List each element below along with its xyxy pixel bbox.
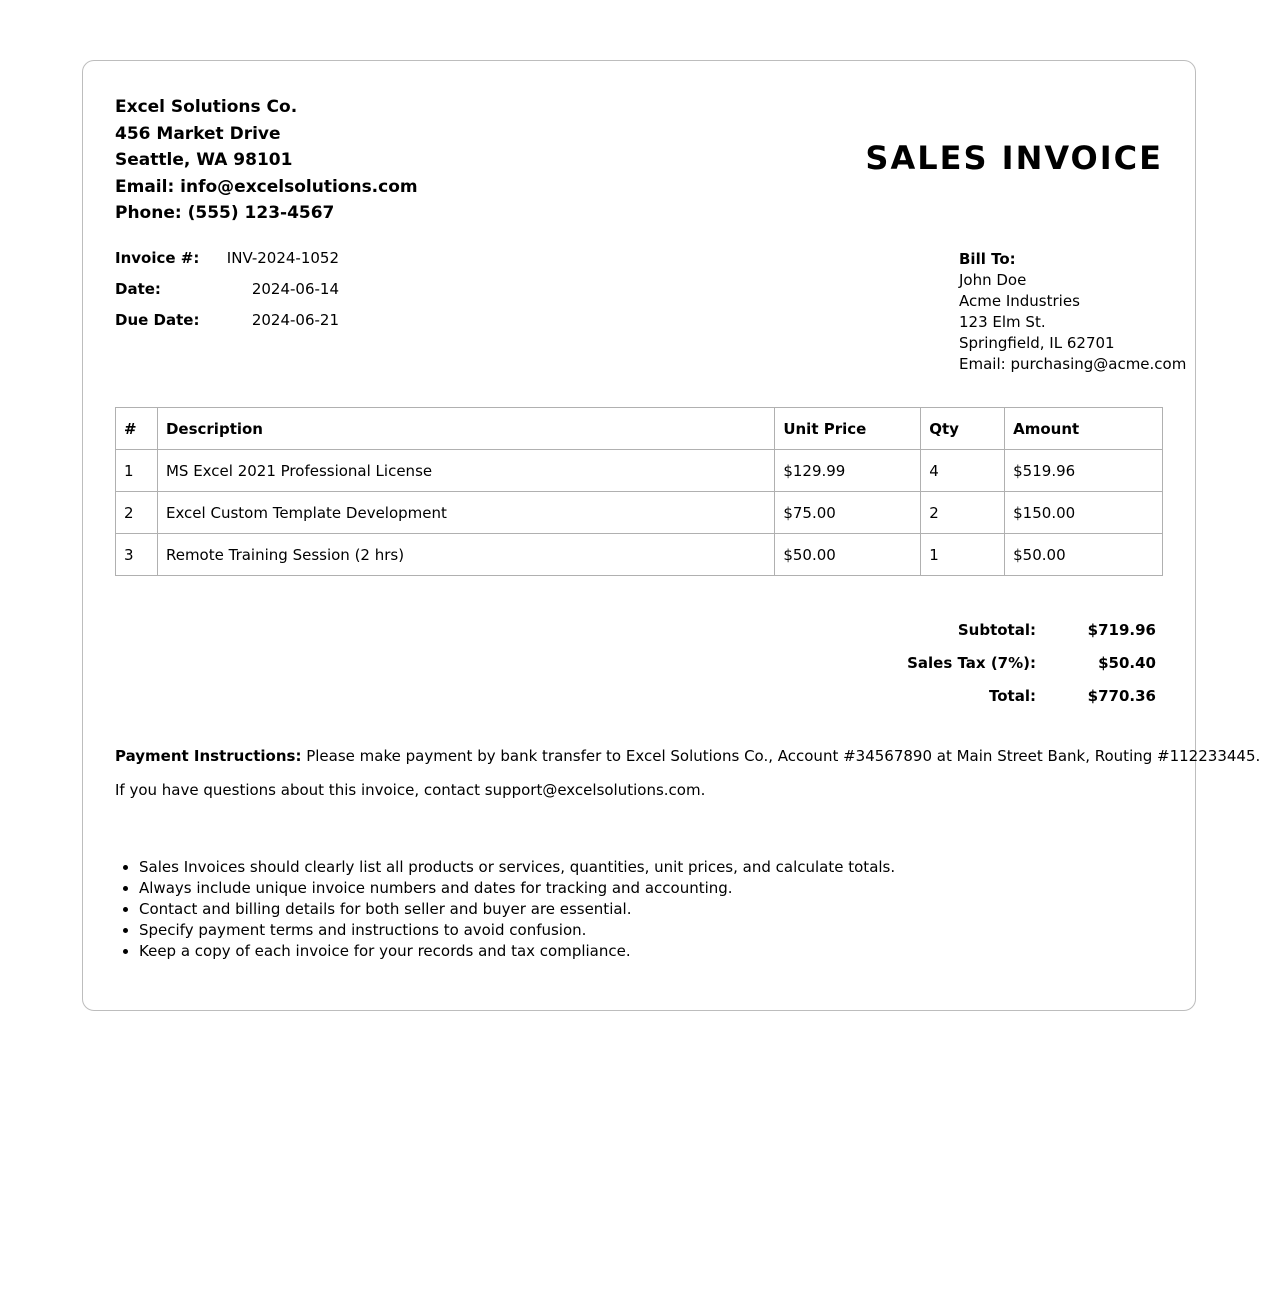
total-label: Total:: [989, 687, 1036, 705]
cell-number: 1: [116, 450, 158, 492]
invoice-date-value: 2024-06-14: [251, 280, 339, 298]
tax-row: [816, 654, 1156, 687]
table-header-row: [116, 408, 1163, 450]
cell-number: 3: [116, 534, 158, 576]
cell-description: MS Excel 2021 Professional License: [157, 450, 774, 492]
header-unit-price: Unit Price: [775, 408, 921, 450]
company-email: Email: info@excelsolutions.com: [115, 176, 418, 197]
cell-number: 2: [116, 492, 158, 534]
payment-instructions: [115, 747, 1261, 765]
invoice-number-value: INV-2024-1052: [226, 249, 339, 267]
header-number: #: [116, 408, 158, 450]
company-info: [115, 94, 418, 227]
bill-to-company: Acme Industries: [959, 292, 1080, 310]
bill-to-city: Springfield, IL 62701: [959, 334, 1115, 352]
header-amount: Amount: [1005, 408, 1163, 450]
cell-amount: $150.00: [1005, 492, 1163, 534]
cell-unit-price: $50.00: [775, 534, 921, 576]
invoice-number-label: Invoice #:: [115, 249, 200, 267]
header-qty: Qty: [921, 408, 1005, 450]
company-address-line1: 456 Market Drive: [115, 123, 281, 144]
company-name: Excel Solutions Co.: [115, 97, 298, 117]
cell-qty: 2: [921, 492, 1005, 534]
cell-qty: 4: [921, 450, 1005, 492]
table-row: [116, 450, 1163, 492]
total-row: [816, 687, 1156, 720]
invoice-due-label: Due Date:: [115, 311, 200, 329]
tax-label: Sales Tax (7%):: [907, 654, 1036, 672]
cell-description: Remote Training Session (2 hrs): [157, 534, 774, 576]
table-row: [116, 492, 1163, 534]
company-phone: Phone: (555) 123-4567: [115, 203, 335, 223]
cell-amount: $519.96: [1005, 450, 1163, 492]
cell-description: Excel Custom Template Development: [157, 492, 774, 534]
list-item: • Keep a copy of each invoice for your records and tax compliance.: [139, 941, 895, 962]
subtotal-row: [816, 621, 1156, 654]
list-item: • Specify payment terms and instructions to avoid confusion.: [139, 920, 895, 941]
list-item: • Sales Invoices should clearly list all products or services, quantities, unit prices, and calculate totals.: [139, 857, 895, 878]
totals-section: [816, 621, 1156, 720]
bill-to-email: Email: purchasing@acme.com: [959, 355, 1187, 373]
list-item: • Contact and billing details for both seller and buyer are essential.: [139, 899, 895, 920]
company-address-line2: Seattle, WA 98101: [115, 150, 293, 170]
contact-note: If you have questions about this invoice, contact support@excelsolutions.com.: [115, 781, 706, 799]
table-row: [116, 534, 1163, 576]
tax-value: $50.40: [1098, 654, 1156, 672]
cell-amount: $50.00: [1005, 534, 1163, 576]
invoice-sheet: [82, 60, 1261, 1011]
list-item: • Always include unique invoice numbers and dates for tracking and accounting.: [139, 878, 895, 899]
invoice-date-label: Date:: [115, 280, 161, 298]
total-value: $770.36: [1087, 687, 1156, 705]
cell-unit-price: $75.00: [775, 492, 921, 534]
invoice-due-value: 2024-06-21: [251, 311, 339, 329]
bill-to-label: Bill To:: [959, 250, 1016, 268]
invoice-tips-list: [115, 857, 895, 962]
header-description: Description: [157, 408, 774, 450]
cell-unit-price: $129.99: [775, 450, 921, 492]
bill-to-street: 123 Elm St.: [959, 313, 1046, 331]
subtotal-value: $719.96: [1087, 621, 1156, 639]
subtotal-label: Subtotal:: [957, 621, 1036, 639]
invoice-title: SALES INVOICE: [865, 139, 1163, 177]
payment-label: Payment Instructions:: [115, 747, 302, 765]
cell-qty: 1: [921, 534, 1005, 576]
payment-text: Please make payment by bank transfer to Excel Solutions Co., Account #34567890 at Main Street Bank, Routing #112233445.: [301, 747, 1261, 765]
bill-to: [959, 249, 1186, 375]
bill-to-name: John Doe: [959, 271, 1027, 289]
line-items-table: [115, 407, 1163, 576]
